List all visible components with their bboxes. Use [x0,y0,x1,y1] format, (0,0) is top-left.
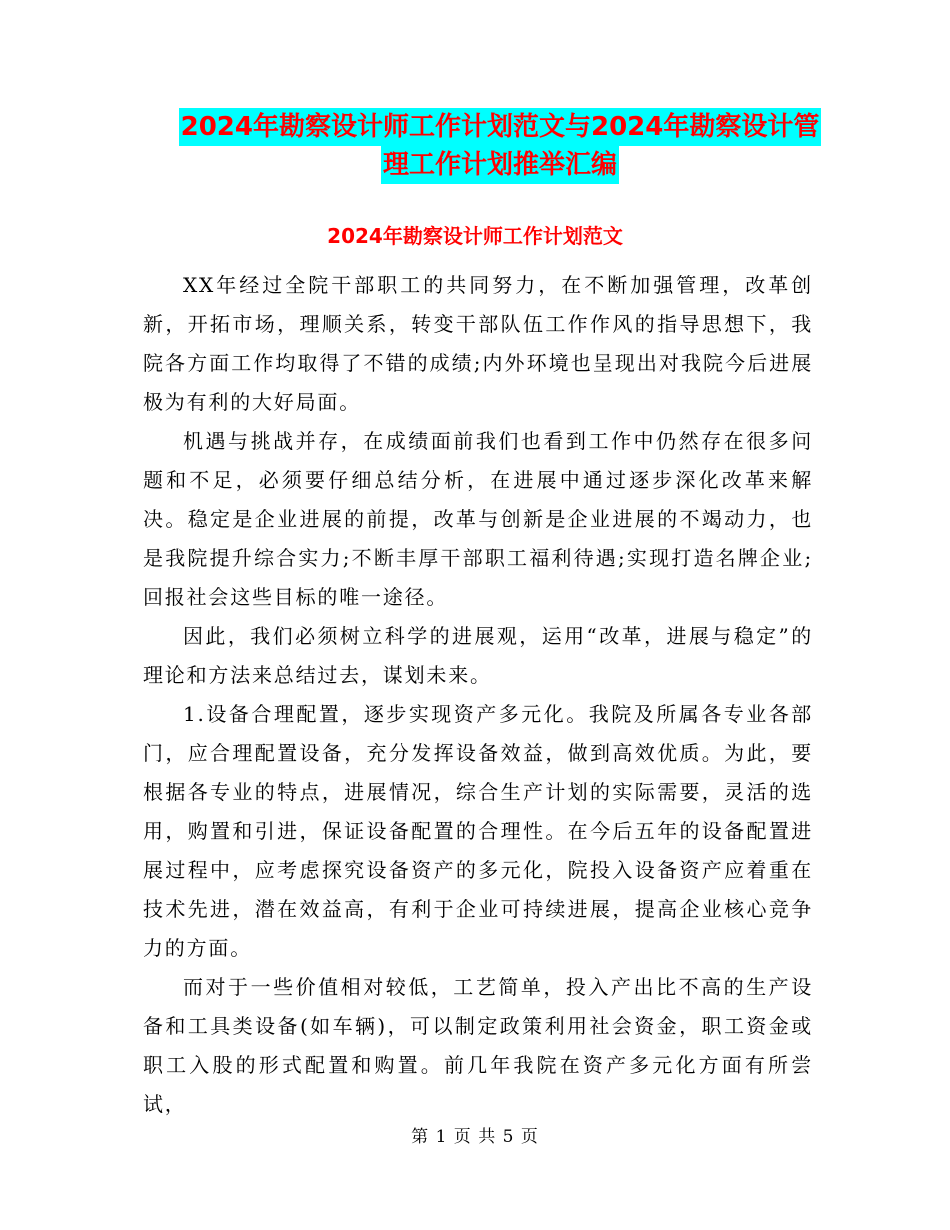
section-title: 2024年勘察设计师工作计划范文 [327,224,623,248]
page-footer: 第 1 页 共 5 页 [411,1127,539,1147]
title-line-1: 2024年勘察设计师工作计划范文与2024年勘察设计管 [179,108,822,146]
paragraph-1: XX年经过全院干部职工的共同努力，在不断加强管理，改革创新，开拓市场，理顺关系，转变干部队伍工作作风的指导思想下，我院各方面工作均取得了不错的成绩;内外环境也呈现出对我院今后进展极为有利的大好局面。 [143,273,813,414]
paragraph-2: 机遇与挑战并存，在成绩面前我们也看到工作中仍然存在很多问题和不足，必须要仔细总结分析，在进展中通过逐步深化改革来解决。稳定是企业进展的前提，改革与创新是企业进展的不竭动力，也是我院提升综合实力;不断丰厚干部职工福利待遇;实现打造名牌企业;回报社会这些目标的唯一途径。 [143,429,813,609]
paragraph-4: 1.设备合理配置，逐步实现资产多元化。我院及所属各专业各部门，应合理配置设备，充分发挥设备效益，做到高效优质。为此，要根据各专业的特点，进展情况，综合生产计划的实际需要，灵活的选用，购置和引进，保证设备配置的合理性。在今后五年的设备配置进展过程中，应考虑探究设备资产的多元化，院投入设备资产应着重在技术先进，潜在效益高，有利于企业可持续进展，提高企业核心竞争力的方面。 [143,702,813,960]
body-text [143,266,813,1124]
document-title [150,108,850,184]
title-line-2: 理工作计划推举汇编 [381,146,619,184]
paragraph-3: 因此，我们必须树立科学的进展观，运用“改革，进展与稳定”的理论和方法来总结过去，谋划未来。 [143,624,813,687]
paragraph-5: 而对于一些价值相对较低，工艺简单，投入产出比不高的生产设备和工具类设备(如车辆)，可以制定政策利用社会资金，职工资金或职工入股的形式配置和购置。前几年我院在资产多元化方面有所尝试， [143,975,813,1116]
